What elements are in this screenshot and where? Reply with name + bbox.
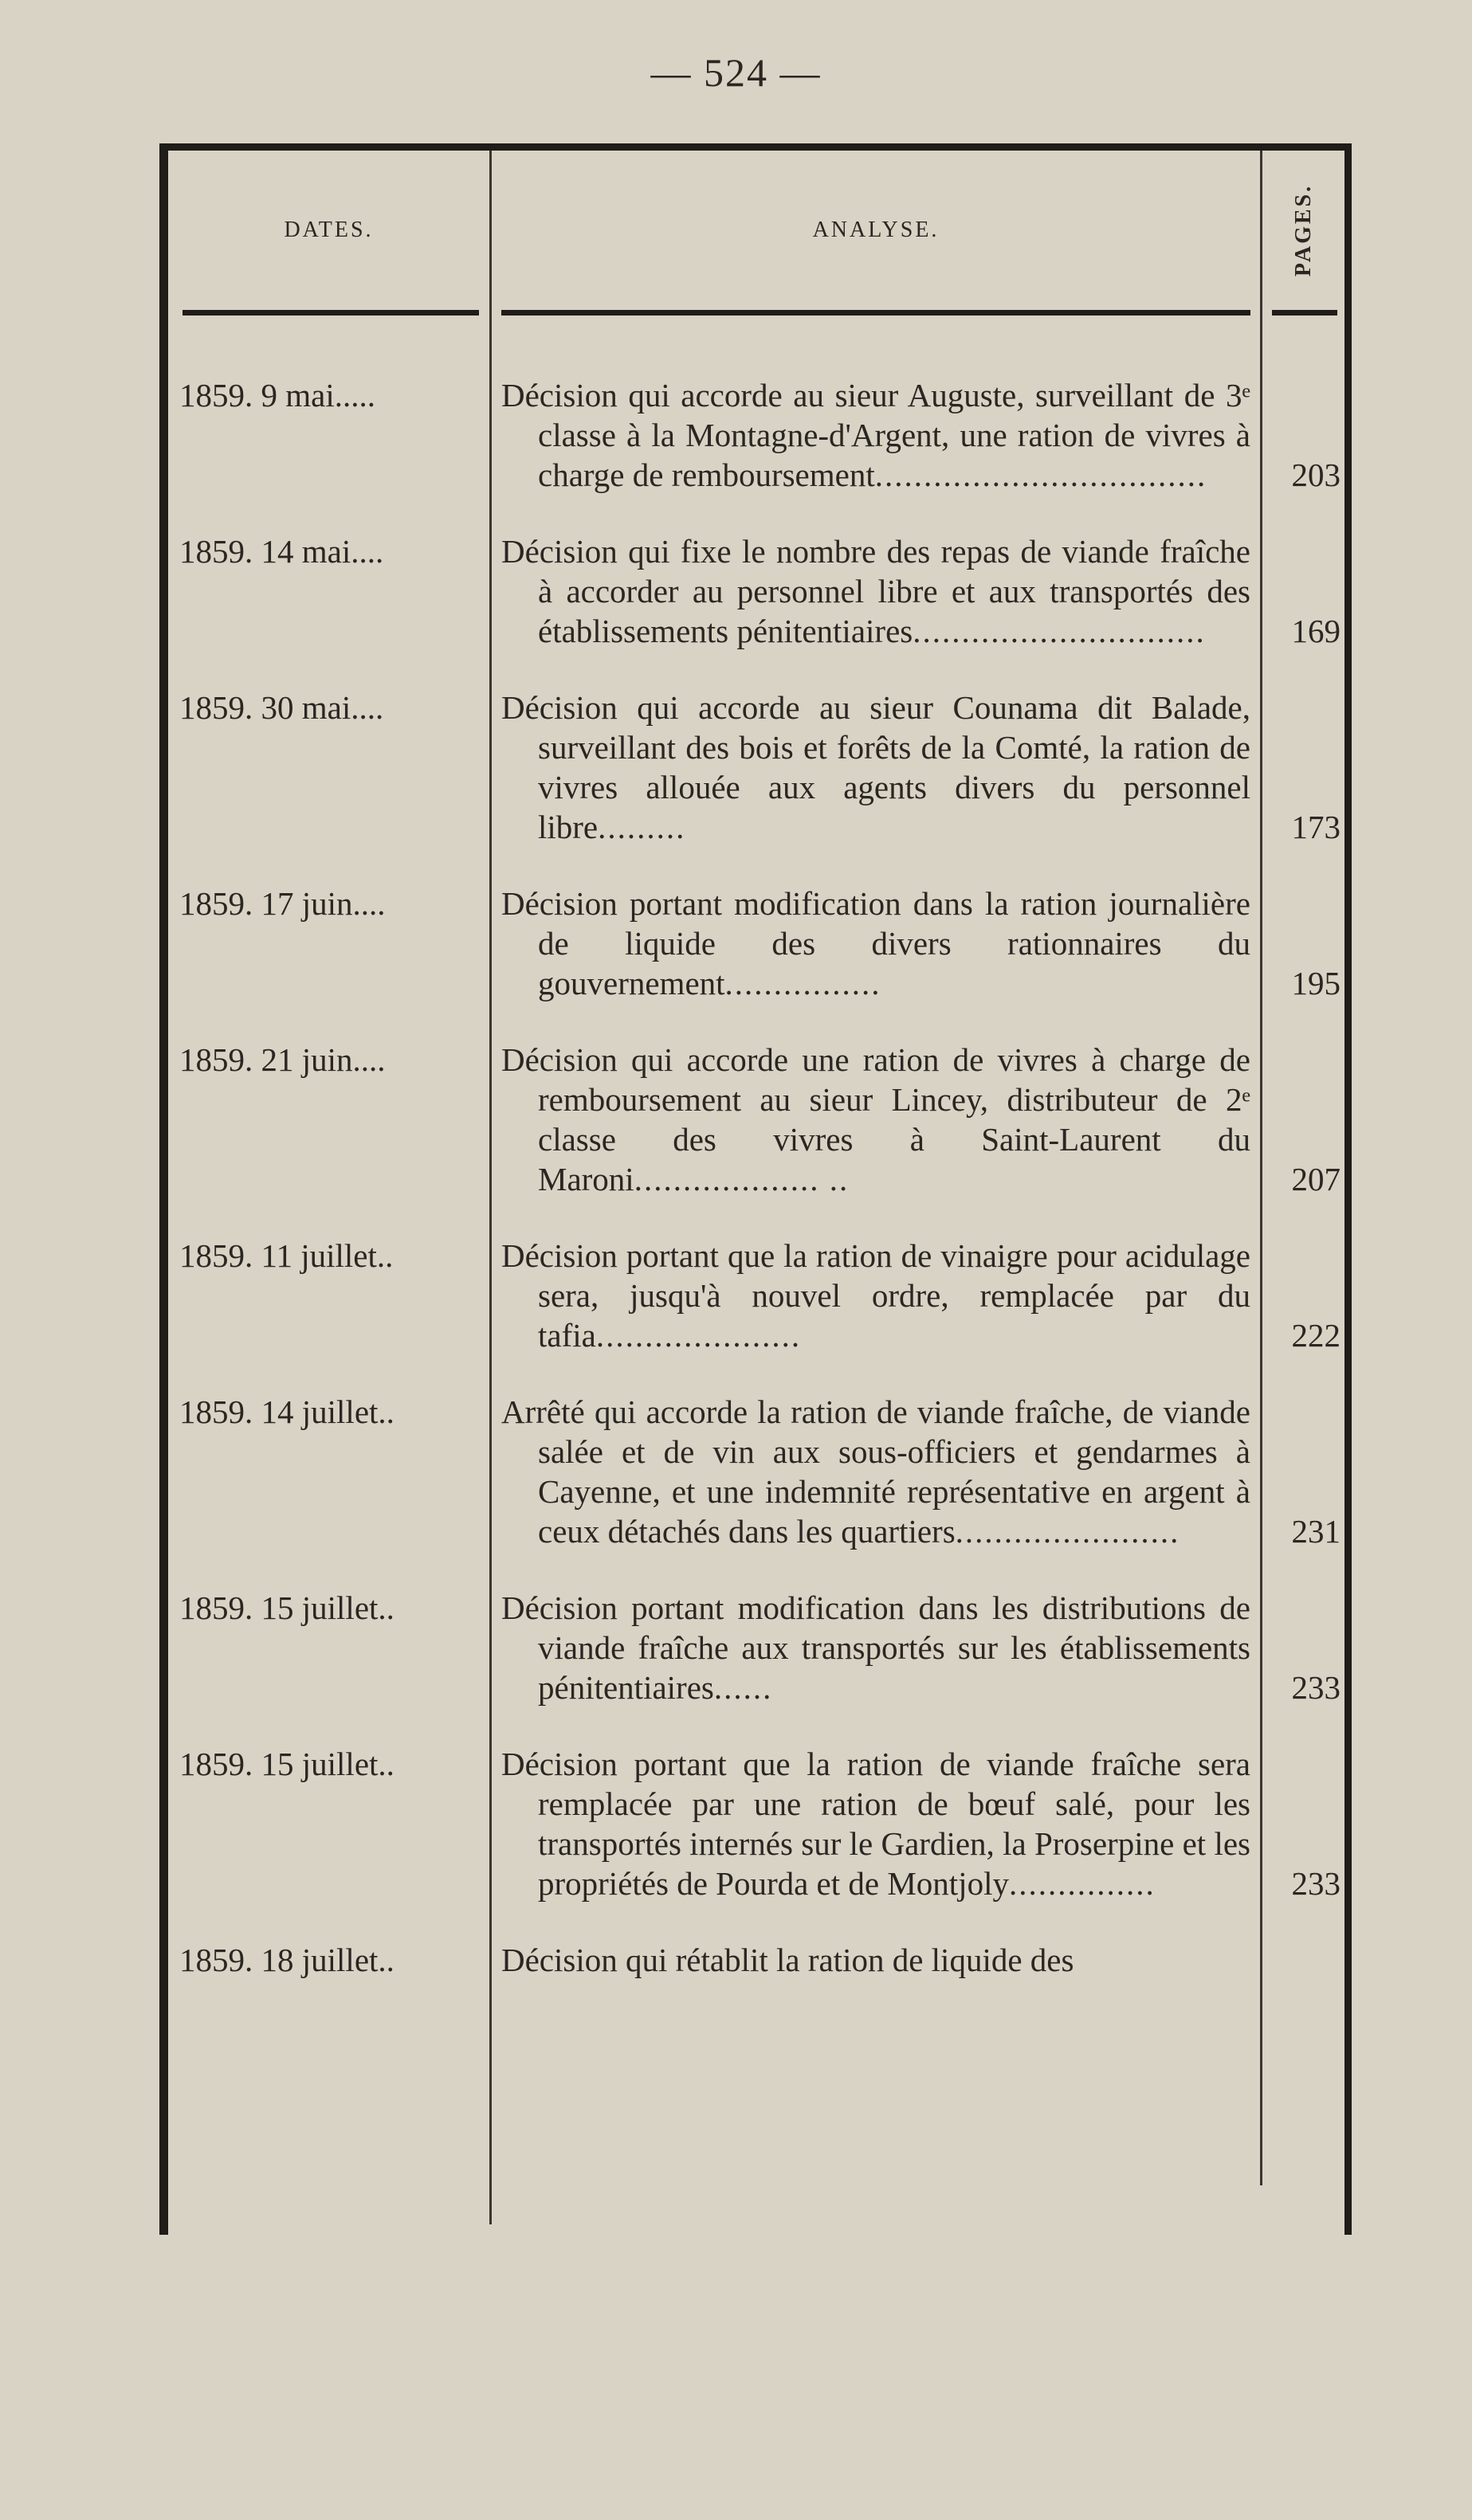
row-analysis	[501, 531, 1250, 651]
row-analysis-text: Décision portant que la ration de vinaigre pour acidulage sera, jusqu'à nouvel ordre, remplacée par du tafia	[501, 1237, 1250, 1354]
row-date: 1859. 17 juin....	[179, 885, 386, 922]
row-date: 1859. 14 juillet..	[179, 1393, 394, 1430]
row-page: 203	[1291, 457, 1341, 493]
row-date: 1859. 14 mai....	[179, 533, 384, 570]
row-analysis	[501, 1744, 1250, 1903]
row-analysis-text: Décision qui accorde au sieur Counama dit Balade, surveillant des bois et forêts de la Comté, la ration de vivres allouée aux agents divers du personnel libre	[501, 689, 1250, 845]
header-pages-label: PAGES.	[1291, 183, 1316, 277]
row-page: 169	[1291, 613, 1341, 649]
row-page: 233	[1291, 1669, 1341, 1706]
row-leader: ......	[713, 1669, 773, 1706]
row-analysis	[501, 375, 1250, 495]
row-leader: ..............................	[913, 613, 1206, 649]
row-page: 195	[1291, 965, 1341, 1001]
table-row	[168, 375, 1345, 495]
row-analysis-text: Décision portant modification dans les distributions de viande fraîche aux transportés sur les établissements pénitentiaires	[501, 1589, 1250, 1706]
row-leader: ................	[724, 965, 881, 1001]
index-table	[159, 143, 1352, 2235]
row-analysis-text: Décision qui accorde au sieur Auguste, surveillant de 3ᵉ classe à la Montagne-d'Argent, une ration de vivres à charge de remboursement	[501, 377, 1250, 493]
row-analysis-text: Arrêté qui accorde la ration de viande fraîche, de viande salée et de vin aux sous-officiers et gendarmes à Cayenne, et une indemnité représentative en argent à ceux détachés dans les quartiers	[501, 1393, 1250, 1550]
header-analyse: ANALYSE.	[812, 218, 940, 242]
row-leader: .........	[598, 809, 686, 845]
row-page: 231	[1291, 1513, 1341, 1550]
row-date: 1859. 15 juillet..	[179, 1589, 394, 1626]
row-analysis	[501, 884, 1250, 1003]
table-row	[168, 1236, 1345, 1355]
table-body	[168, 375, 1345, 2016]
row-leader: .....................	[595, 1317, 802, 1354]
row-leader: ..................................	[874, 457, 1207, 493]
row-page: 173	[1291, 809, 1341, 845]
table-row	[168, 1940, 1345, 1980]
row-analysis	[501, 1392, 1250, 1551]
table-row	[168, 1588, 1345, 1707]
page-number: — 524 —	[650, 50, 822, 95]
header-dates: DATES.	[284, 218, 374, 242]
table-row	[168, 531, 1345, 651]
table-row	[168, 1744, 1345, 1903]
table-row	[168, 1040, 1345, 1199]
header-rule-pages	[1272, 310, 1337, 315]
table-row	[168, 884, 1345, 1003]
row-date: 1859. 9 mai.....	[179, 377, 375, 413]
header-rule-analyse	[501, 310, 1250, 315]
row-leader: .......................	[955, 1513, 1180, 1550]
row-analysis	[501, 688, 1250, 847]
header-pages	[1262, 151, 1345, 310]
row-analysis-text: Décision qui rétablit la ration de liquide des	[501, 1942, 1074, 1978]
row-analysis-text: Décision qui accorde une ration de vivres à charge de remboursement au sieur Lincey, distributeur de 2ᵉ classe des vivres à Saint-Laurent du Maroni	[501, 1041, 1250, 1197]
row-analysis-text: Décision portant que la ration de viande fraîche sera remplacée par une ration de bœuf salé, pour les transportés internés sur le Gardien, la Proserpine et les propriétés de Pourda et de Montjoly	[501, 1746, 1250, 1902]
row-date: 1859. 18 juillet..	[179, 1942, 394, 1978]
row-page: 207	[1291, 1161, 1341, 1197]
row-analysis	[501, 1236, 1250, 1355]
row-leader: ................... ..	[634, 1161, 850, 1197]
row-analysis	[501, 1588, 1250, 1707]
table-row	[168, 1392, 1345, 1551]
row-analysis-text: Décision qui fixe le nombre des repas de viande fraîche à accorder au personnel libre et aux transportés des établissements pénitentiaires	[501, 533, 1250, 649]
row-date: 1859. 30 mai....	[179, 689, 384, 726]
row-analysis-text: Décision portant modification dans la ration journalière de liquide des divers rationnaires du gouvernement	[501, 885, 1250, 1001]
row-leader: ...............	[1008, 1865, 1156, 1902]
row-date: 1859. 15 juillet..	[179, 1746, 394, 1782]
row-analysis	[501, 1040, 1250, 1199]
row-analysis	[501, 1940, 1250, 1980]
row-page: 222	[1291, 1317, 1341, 1354]
header-rule-dates	[183, 310, 479, 315]
row-date: 1859. 11 juillet..	[179, 1237, 394, 1274]
table-row	[168, 688, 1345, 847]
row-date: 1859. 21 juin....	[179, 1041, 386, 1078]
row-page: 233	[1291, 1865, 1341, 1902]
